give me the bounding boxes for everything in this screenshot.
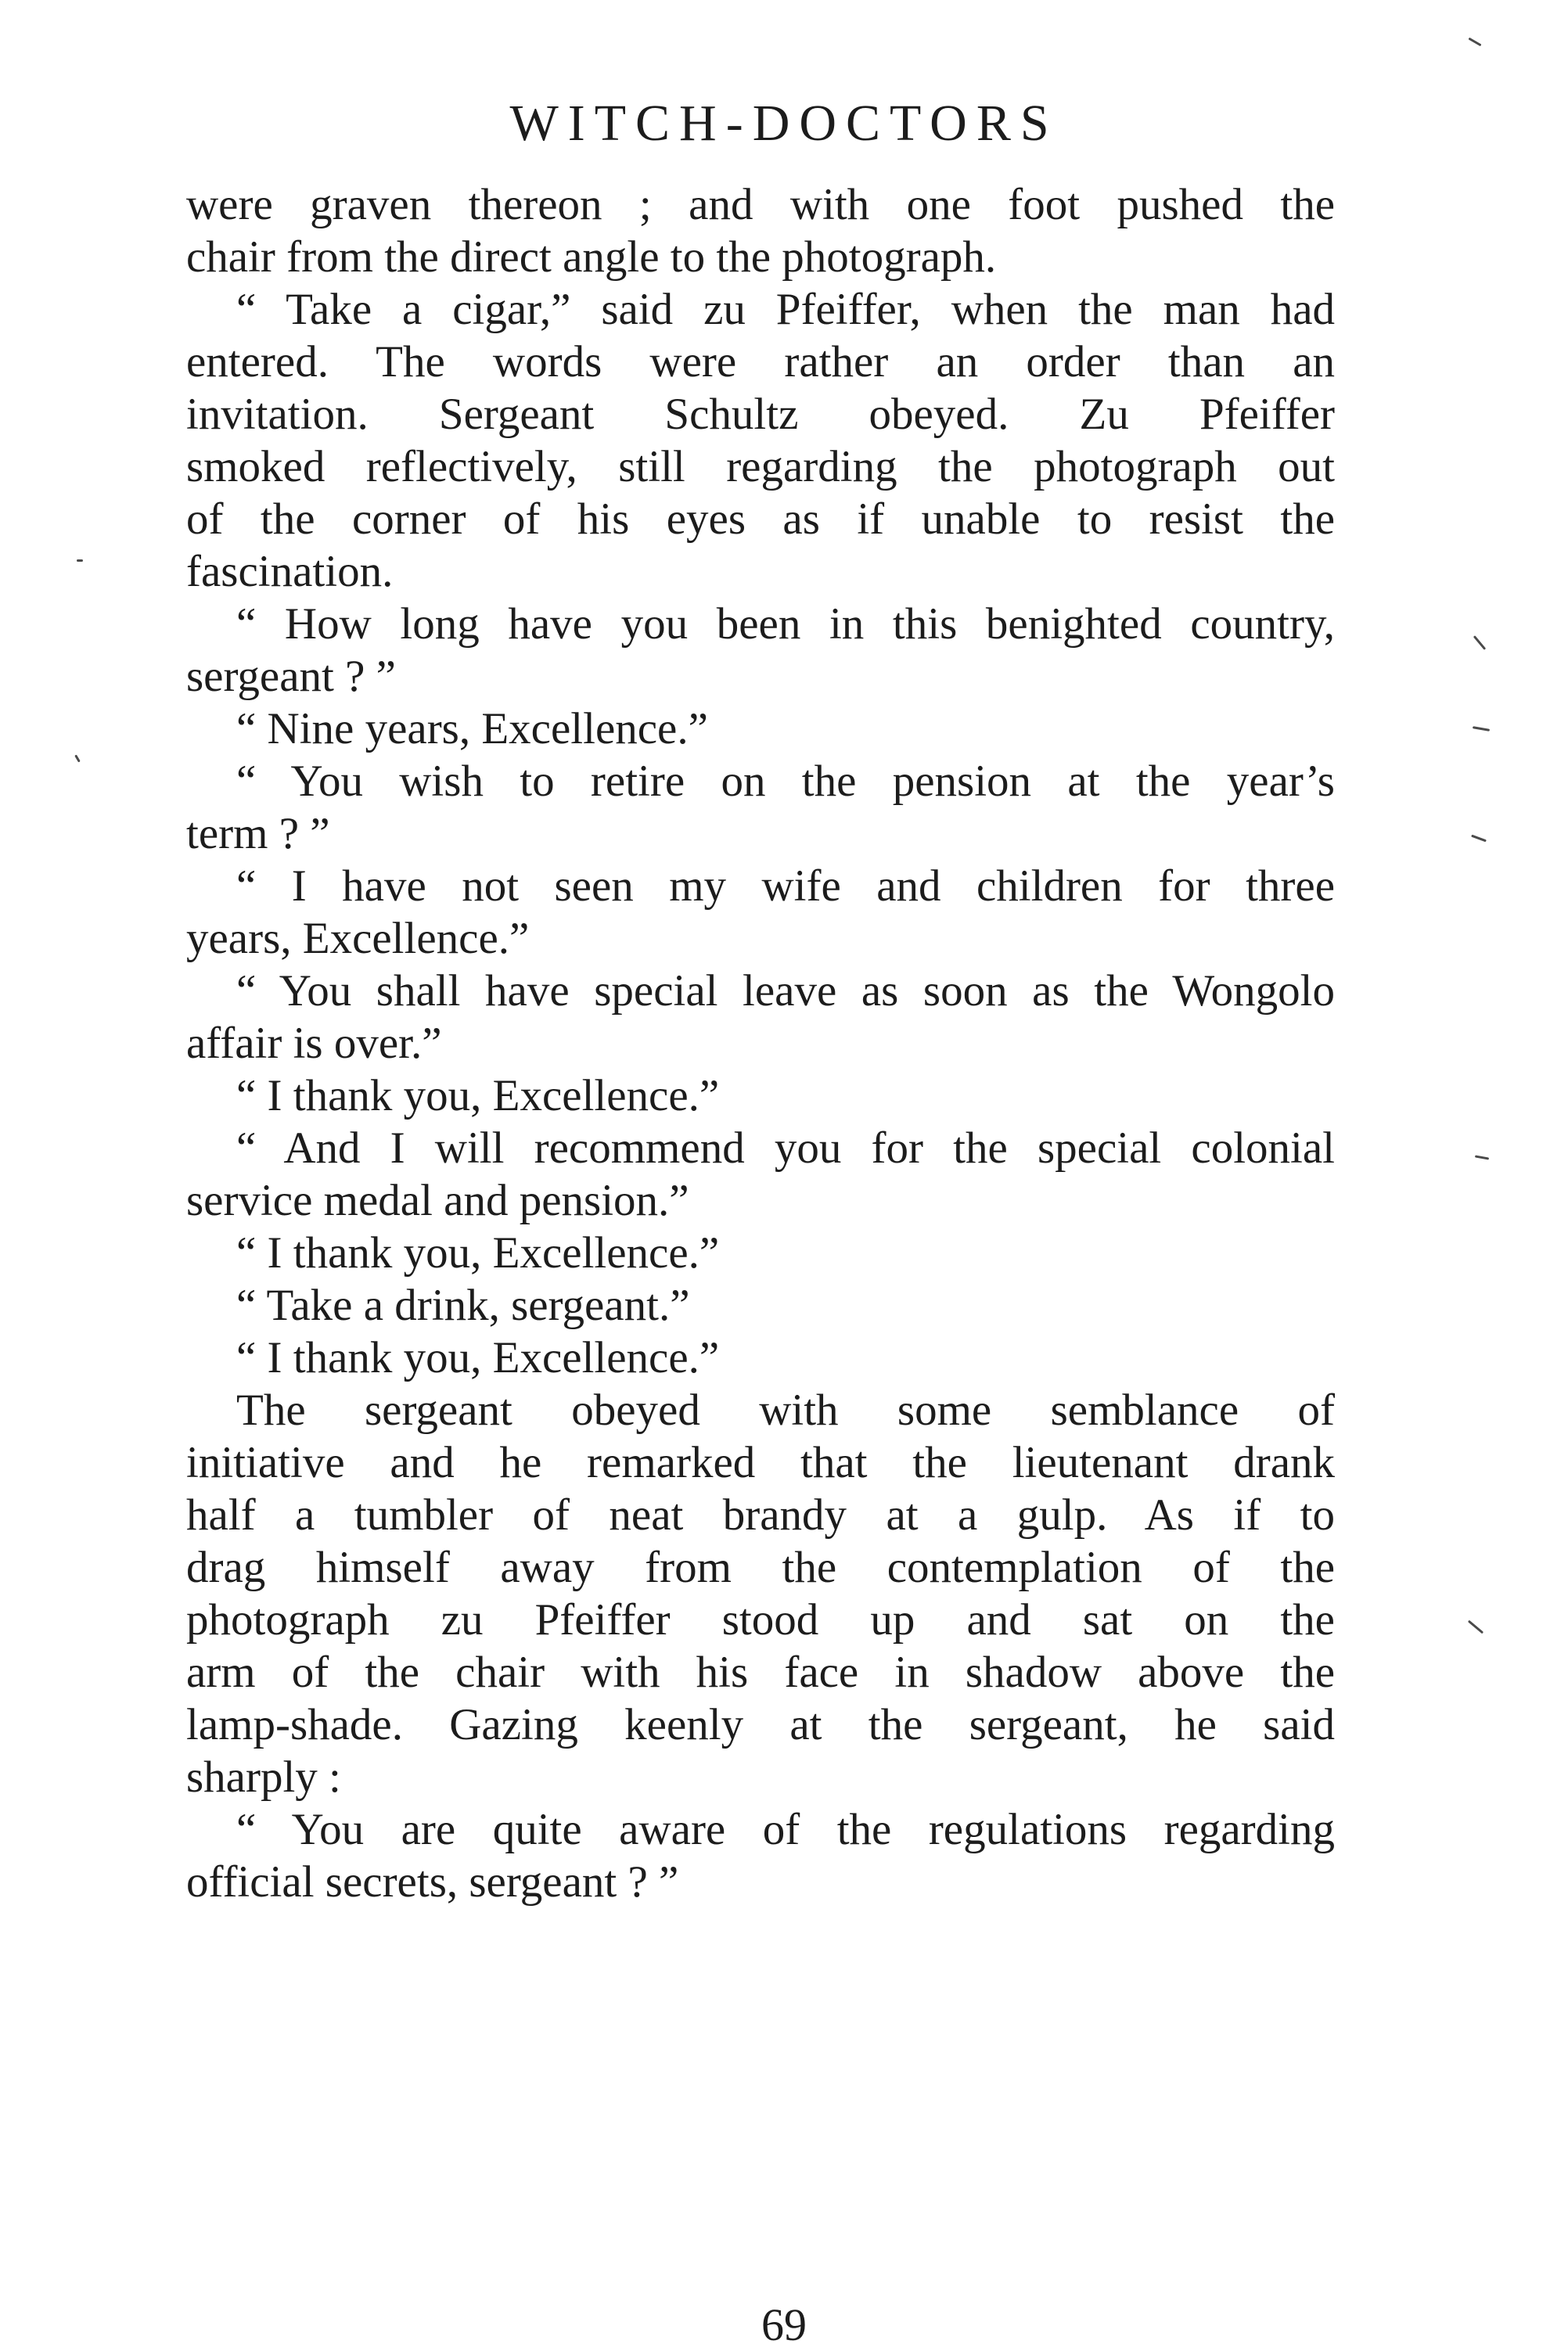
text-line: official secrets, sergeant ? ” xyxy=(186,1857,679,1907)
text-line: “ You wish to retire on the pension at the year’s xyxy=(236,757,1335,806)
body-text xyxy=(186,178,1335,1908)
scan-speck xyxy=(1468,38,1481,47)
text-line: “ Take a cigar,” said zu Pfeiffer, when the man had xyxy=(236,285,1335,334)
text-line: sergeant ? ” xyxy=(186,652,396,701)
text-line: “ I thank you, Excellence.” xyxy=(236,1071,720,1120)
text-line: “ How long have you been in this benighted country, xyxy=(236,599,1335,649)
text-line: “ I thank you, Excellence.” xyxy=(236,1228,720,1278)
text-line: years, Excellence.” xyxy=(186,914,530,963)
text-line: invitation. Sergeant Schultz obeyed. Zu Pfeiffer xyxy=(186,390,1335,439)
text-line: photograph zu Pfeiffer stood up and sat on the xyxy=(186,1595,1335,1645)
scan-speck xyxy=(1471,835,1487,843)
text-line: drag himself away from the contemplation of the xyxy=(186,1543,1335,1592)
text-line: half a tumbler of neat brandy at a gulp. As if to xyxy=(186,1490,1335,1540)
text-line: service medal and pension.” xyxy=(186,1176,689,1225)
text-line: fascination. xyxy=(186,547,394,596)
text-line: “ And I will recommend you for the special colonial xyxy=(236,1123,1335,1173)
scan-speck xyxy=(77,559,83,562)
scan-speck xyxy=(1475,1155,1489,1159)
text-line: The sergeant obeyed with some semblance of xyxy=(236,1386,1335,1435)
text-line: affair is over.” xyxy=(186,1019,442,1068)
text-line: lamp-shade. Gazing keenly at the sergeant, he said xyxy=(186,1700,1335,1749)
text-line: sharply : xyxy=(186,1752,341,1802)
text-line: term ? ” xyxy=(186,809,330,858)
text-line: “ I have not seen my wife and children for three xyxy=(236,861,1335,911)
text-line: “ Take a drink, sergeant.” xyxy=(236,1281,690,1330)
text-line: were graven thereon ; and with one foot pushed the xyxy=(186,180,1335,229)
page-number: 69 xyxy=(761,2299,807,2350)
text-line: chair from the direct angle to the photograph. xyxy=(186,232,997,282)
text-line: initiative and he remarked that the lieutenant drank xyxy=(186,1438,1335,1487)
scan-speck xyxy=(1473,726,1490,732)
text-line: “ You are quite aware of the regulations regarding xyxy=(236,1805,1335,1854)
text-line: “ You shall have special leave as soon as the Wongolo xyxy=(236,966,1335,1016)
text-line: arm of the chair with his face in shadow above the xyxy=(186,1648,1335,1697)
text-line: smoked reflectively, still regarding the photograph out xyxy=(186,442,1335,491)
text-line: “ I thank you, Excellence.” xyxy=(236,1333,720,1382)
scan-speck xyxy=(74,754,81,762)
scan-speck xyxy=(1473,635,1486,650)
running-head: WITCH-DOCTORS xyxy=(509,95,1059,152)
text-line: of the corner of his eyes as if unable to resist the xyxy=(186,494,1335,544)
text-line: entered. The words were rather an order than an xyxy=(186,337,1335,386)
scan-speck xyxy=(1468,1620,1483,1634)
text-line: “ Nine years, Excellence.” xyxy=(236,704,708,753)
